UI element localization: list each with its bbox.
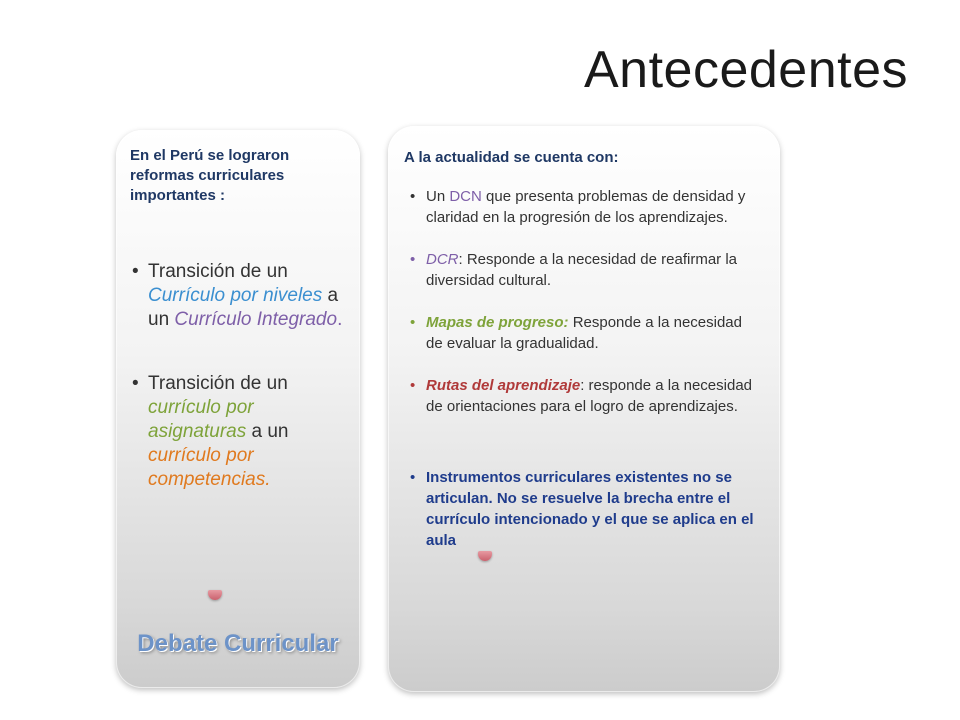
right-panel	[388, 126, 780, 692]
item-text: a un	[246, 421, 289, 442]
item-text: a un	[148, 285, 339, 330]
left-panel-heading: En el Perú se lograron reformas curriculares importantes :	[130, 147, 290, 204]
item-text: Responde a la necesidad de evaluar la gradualidad.	[426, 314, 742, 352]
bullet-icon: •	[410, 314, 416, 331]
item-highlight: Mapas de progreso:	[426, 314, 569, 331]
list-item	[130, 372, 352, 492]
down-arrow-icon	[208, 590, 222, 600]
list-item	[130, 260, 352, 332]
bullet-icon: •	[410, 188, 416, 205]
item-text: Instrumentos curriculares existentes no se articulan. No se resuelve la brecha entre el currículo intencionado y el que se aplica en el aula	[426, 469, 754, 549]
bullet-icon: •	[132, 373, 139, 394]
item-highlight: Currículo Integrado	[174, 309, 338, 330]
item-text: Transición de un	[148, 261, 288, 282]
item-highlight: Rutas del aprendizaje	[426, 377, 581, 394]
item-highlight: currículo por asignaturas	[148, 397, 254, 442]
list-item	[410, 467, 762, 551]
list-item	[410, 249, 762, 291]
item-highlight: currículo por competencias.	[148, 445, 271, 490]
right-panel-heading: A la actualidad se cuenta con:	[404, 149, 619, 166]
list-item	[410, 186, 762, 228]
bullet-icon: •	[410, 469, 416, 486]
bullet-icon: •	[410, 377, 416, 394]
item-text: .	[337, 309, 343, 330]
item-text: que presenta problemas de densidad y claridad en la progresión de los aprendizajes.	[426, 188, 746, 226]
list-item	[410, 375, 762, 417]
item-text: : responde a la necesidad de orientaciones para el logro de aprendizajes.	[426, 377, 753, 415]
item-text: : Responde a la necesidad de reafirmar la diversidad cultural.	[426, 251, 737, 289]
item-highlight: DCN	[449, 188, 482, 205]
right-panel-list	[410, 186, 762, 551]
slide-title: Antecedentes	[583, 41, 908, 99]
left-panel	[116, 130, 360, 688]
item-highlight: Currículo por niveles	[148, 285, 323, 306]
item-text: Transición de un	[148, 373, 288, 394]
item-text: Un	[426, 188, 450, 205]
debate-label: Debate Curricular	[137, 630, 339, 657]
bullet-icon: •	[410, 251, 416, 268]
down-arrow-icon	[478, 551, 492, 561]
item-highlight: DCR	[426, 251, 459, 268]
left-panel-list	[130, 260, 352, 532]
list-item	[410, 312, 762, 354]
bullet-icon: •	[132, 261, 139, 282]
